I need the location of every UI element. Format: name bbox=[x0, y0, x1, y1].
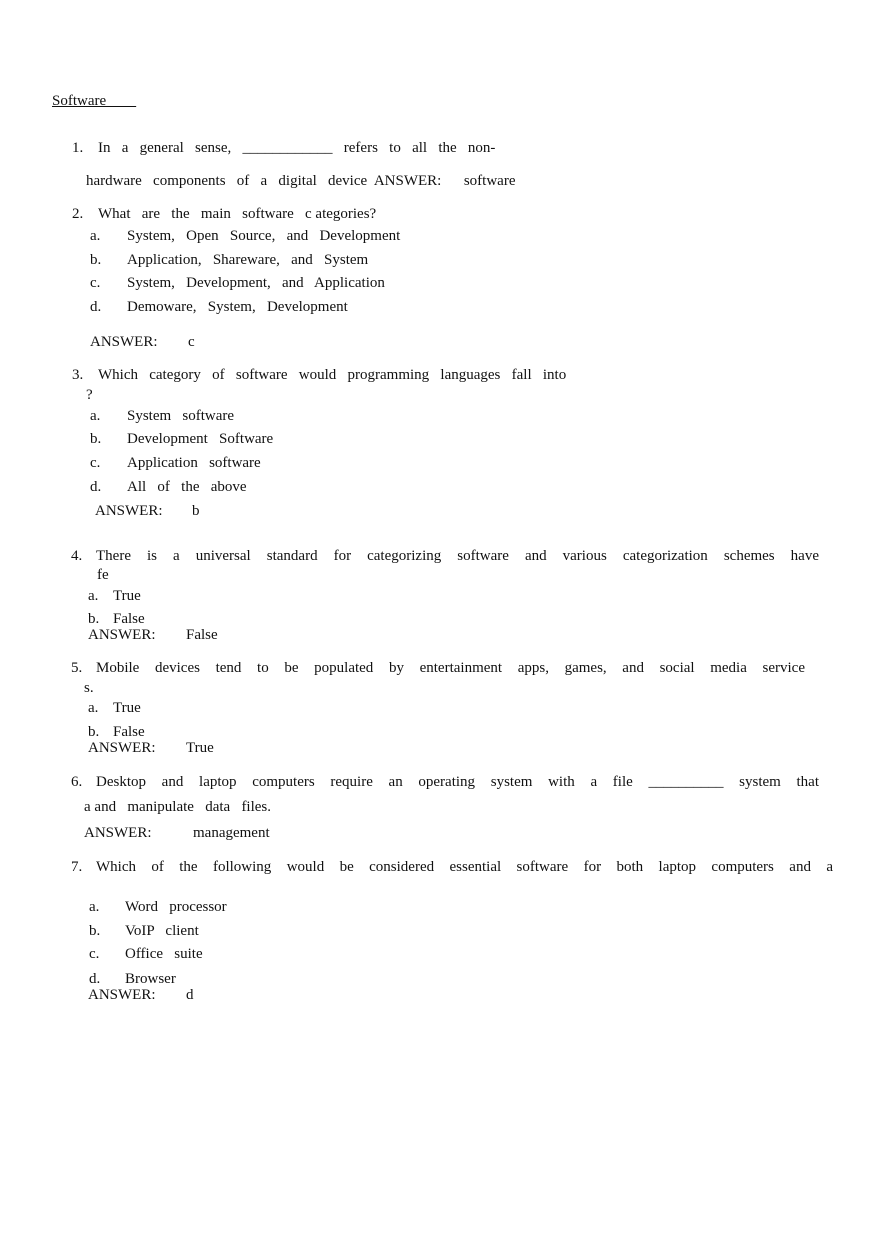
option-text: True bbox=[113, 588, 141, 604]
option-text: Application, Shareware, and System bbox=[127, 252, 369, 268]
option-text: System, Development, and Application bbox=[127, 275, 385, 291]
question-text-continued: ? bbox=[86, 387, 93, 403]
question-text-continued: fe bbox=[97, 567, 109, 583]
answer-value: False bbox=[186, 627, 218, 643]
question-text: Desktop and laptop computers require an operating system with a file __________ system that bbox=[96, 774, 819, 790]
answer-label: ANSWER: bbox=[90, 334, 158, 350]
option-letter: d. bbox=[90, 479, 102, 495]
option-text: All of the above bbox=[127, 479, 247, 495]
question-text: What are the main software c ategories? bbox=[98, 206, 377, 222]
option-letter: b. bbox=[88, 724, 100, 740]
question-text-continued: a and manipulate data files. bbox=[84, 799, 272, 815]
option-letter: a. bbox=[88, 588, 99, 604]
option-text: System software bbox=[127, 408, 235, 424]
option-letter: b. bbox=[89, 923, 101, 939]
question-text: There is a universal standard for categorizing software and various categorization schemes have bbox=[96, 548, 819, 564]
question-number: 7. bbox=[71, 859, 83, 875]
option-letter: b. bbox=[90, 252, 102, 268]
answer-label: ANSWER: bbox=[88, 987, 156, 1003]
option-letter: c. bbox=[90, 455, 101, 471]
option-letter: a. bbox=[90, 228, 101, 244]
question-text: Which category of software would programming languages fall into bbox=[98, 367, 567, 383]
option-text: Development Software bbox=[127, 431, 274, 447]
question-text-continued: hardware components of a digital device ANSWER: software bbox=[86, 173, 516, 189]
option-text: VoIP client bbox=[125, 923, 199, 939]
option-text: False bbox=[113, 611, 145, 627]
option-text: Demoware, System, Development bbox=[127, 299, 348, 315]
question-number: 4. bbox=[71, 548, 83, 564]
answer-value: d bbox=[186, 987, 194, 1003]
question-text: Which of the following would be considered essential software for both laptop computers and a bbox=[96, 859, 833, 875]
option-text: True bbox=[113, 700, 141, 716]
option-letter: b. bbox=[90, 431, 102, 447]
answer-label: ANSWER: bbox=[88, 740, 156, 756]
question-text: Mobile devices tend to be populated by entertainment apps, games, and social media service bbox=[96, 660, 805, 676]
answer-value: management bbox=[193, 825, 270, 841]
option-letter: b. bbox=[88, 611, 100, 627]
option-letter: d. bbox=[89, 971, 101, 987]
answer-label: ANSWER: bbox=[95, 503, 163, 519]
question-number: 3. bbox=[72, 367, 84, 383]
option-text: Application software bbox=[127, 455, 261, 471]
question-number: 1. bbox=[72, 140, 84, 156]
answer-value: True bbox=[186, 740, 214, 756]
option-letter: c. bbox=[90, 275, 101, 291]
option-letter: a. bbox=[89, 899, 100, 915]
answer-label: ANSWER: bbox=[88, 627, 156, 643]
question-number: 2. bbox=[72, 206, 84, 222]
option-letter: c. bbox=[89, 946, 100, 962]
page-title: Software bbox=[52, 93, 137, 109]
option-letter: a. bbox=[90, 408, 101, 424]
option-text: False bbox=[113, 724, 145, 740]
option-letter: d. bbox=[90, 299, 102, 315]
question-number: 6. bbox=[71, 774, 83, 790]
answer-label: ANSWER: bbox=[84, 825, 152, 841]
question-number: 5. bbox=[71, 660, 83, 676]
option-text: Word processor bbox=[125, 899, 227, 915]
option-letter: a. bbox=[88, 700, 99, 716]
option-text: Office suite bbox=[125, 946, 203, 962]
question-text: In a general sense, ____________ refers to all the non- bbox=[98, 140, 496, 156]
option-text: System, Open Source, and Development bbox=[127, 228, 401, 244]
option-text: Browser bbox=[125, 971, 176, 987]
answer-value: b bbox=[192, 503, 200, 519]
question-text-continued: s. bbox=[84, 680, 94, 696]
answer-value: c bbox=[188, 334, 195, 350]
